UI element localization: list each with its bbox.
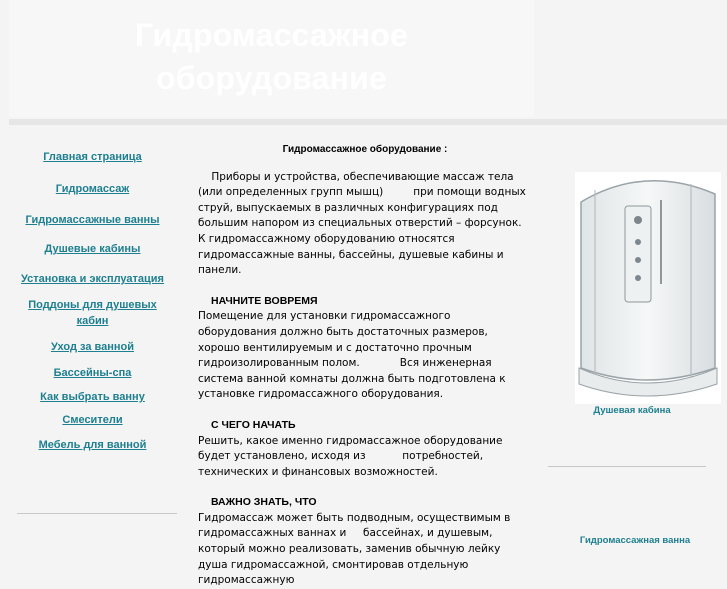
nav-link-bath-care[interactable]: Уход за ванной xyxy=(50,341,135,353)
nav-divider xyxy=(17,513,177,514)
section-title-where-to-begin: С ЧЕГО НАЧАТЬ xyxy=(211,418,296,431)
main-content xyxy=(198,142,532,589)
site-title-line1: Гидромассажное xyxy=(135,17,408,53)
section-text-important: Гидромассаж может быть подводным, осуществимым в гидромассажных ваннах и бассейнах, и душевым, который можно реализовать, заменив обычную лейку душа гидромассажной, смонтировав отдельную гидромассажную xyxy=(198,511,514,587)
article-intro: Приборы и устройства, обеспечивающие массаж тела (или определенных групп мышц) при помощи водных струй, выпускаемых в различных конфигурациях под большим напором из специальных отверстий – форсунок. К гидромассажному оборудованию относятся гидромассажные ванны, бассейны, душевые кабины и панели. xyxy=(198,170,526,277)
nav-link-home[interactable]: Главная страница xyxy=(43,151,142,163)
article-heading: Гидромассажное оборудование : xyxy=(282,144,448,155)
nav-link-installation[interactable]: Установка и эксплуатация xyxy=(21,273,164,285)
hydromassage-bath-caption[interactable]: Гидромассажная ванна xyxy=(579,535,691,546)
section-title-start-early: НАЧНИТЕ ВОВРЕМЯ xyxy=(211,294,318,307)
nav-link-spa-pools[interactable]: Бассейны-спа xyxy=(53,367,132,379)
shower-cabin-image[interactable] xyxy=(575,172,721,404)
site-title xyxy=(9,14,534,100)
nav-link-shower-cabins[interactable]: Душевые кабины xyxy=(44,243,141,255)
site-title-line2: оборудование xyxy=(155,60,388,96)
section-text-where-to-begin: Решить, какое именно гидромассажное оборудование будет установлено, исходя из потребностей, технических и финансовых возможностей. xyxy=(198,434,506,478)
nav-link-hydromassage-baths[interactable]: Гидромассажные ванны xyxy=(25,214,160,226)
section-title-important: ВАЖНО ЗНАТЬ, ЧТО xyxy=(211,496,317,509)
nav-link-choose-bath[interactable]: Как выбрать ванну xyxy=(40,391,145,403)
header-divider xyxy=(9,119,727,125)
nav-link-shower-trays-cont[interactable]: кабин xyxy=(76,315,109,327)
shower-cabin-caption[interactable]: Душевая кабина xyxy=(593,405,671,416)
nav-link-hydromassage[interactable]: Гидромассаж xyxy=(55,183,130,195)
sidebar-divider xyxy=(548,466,706,467)
nav-link-shower-trays[interactable]: Поддоны для душевых xyxy=(28,299,157,311)
section-text-start-early: Помещение для установки гидромассажного оборудования должно быть достаточных размеров, хорошо вентилируемым и с достаточно прочным гидроизолированным полом. Вся инженерная система ванной комнаты должна быть подготовлена к установке гидромассажного оборудования. xyxy=(198,310,509,401)
nav-link-mixers[interactable]: Смесители xyxy=(62,414,123,426)
nav-link-bathroom-furniture[interactable]: Мебель для ванной xyxy=(38,439,147,451)
